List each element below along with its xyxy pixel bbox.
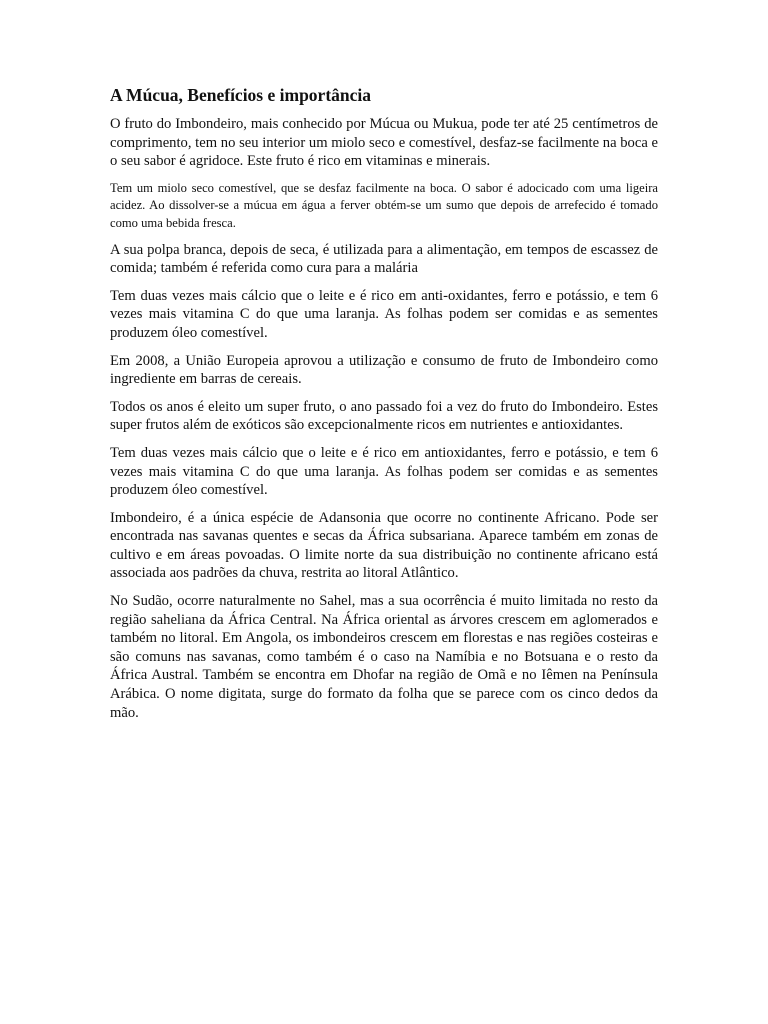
- paragraph-1: O fruto do Imbondeiro, mais conhecido por Múcua ou Mukua, pode ter até 25 centímetros de comprimento, tem no seu interior um miolo seco e comestível, desfaz-se facilmente na boca e o seu sabor é agridoce. Este fruto é rico em vitaminas e minerais.: [110, 116, 658, 170]
- paragraph-6: Todos os anos é eleito um super fruto, o ano passado foi a vez do fruto do Imbondeiro. Estes super frutos além de exóticos são excepcionalmente ricos em nutrientes e antioxidantes.: [110, 398, 658, 434]
- document-title: A Múcua, Benefícios e importância: [110, 85, 372, 105]
- paragraph-7: Tem duas vezes mais cálcio que o leite e é rico em antioxidantes, ferro e potássio, e tem 6 vezes mais vitamina C do que uma laranja. As folhas podem ser comidas e as sementes produzem óleo comestível.: [110, 444, 658, 499]
- paragraph-2: Tem um miolo seco comestível, que se desfaz facilmente na boca. O sabor é adocicado com uma ligeira acidez. Ao dissolver-se a múcua em água a ferver obtém-se um sumo que depois de arrefecido é tomado como uma bebida fresca.: [110, 180, 658, 230]
- paragraph-5: Em 2008, a União Europeia aprovou a utilização e consumo de fruto de Imbondeiro como ingrediente em barras de cereais.: [110, 352, 658, 388]
- document-page: [110, 84, 658, 731]
- paragraph-9: No Sudão, ocorre naturalmente no Sahel, mas a sua ocorrência é muito limitada no resto da região saheliana da África Central. Na África oriental as árvores crescem em aglomerados e também no litoral. Em Angola, os imbondeiros crescem em florestas e nas regiões costeiras e são comuns nas savanas, como também é o caso na Namíbia e no Botsuana e o resto da África Austral. Também se encontra em Dhofar na região de Omã e no Iêmen na Península Arábica. O nome digitata, surge do formato da folha que se parece com os cinco dedos da mão.: [110, 593, 658, 721]
- paragraph-8: Imbondeiro, é a única espécie de Adansonia que ocorre no continente Africano. Pode ser encontrada nas savanas quentes e secas da África subsariana. Aparece também em zonas de cultivo e em áreas povoadas. O limite norte da sua distribuição no continente africano está associada aos padrões da chuva, restrita ao litoral Atlântico.: [110, 509, 658, 582]
- paragraph-4: Tem duas vezes mais cálcio que o leite e é rico em anti-oxidantes, ferro e potássio, e tem 6 vezes mais vitamina C do que uma laranja. As folhas podem ser comidas e as sementes produzem óleo comestível.: [110, 287, 658, 341]
- paragraph-3: A sua polpa branca, depois de seca, é utilizada para a alimentação, em tempos de escassez de comida; também é referida como cura para a malária: [110, 241, 658, 277]
